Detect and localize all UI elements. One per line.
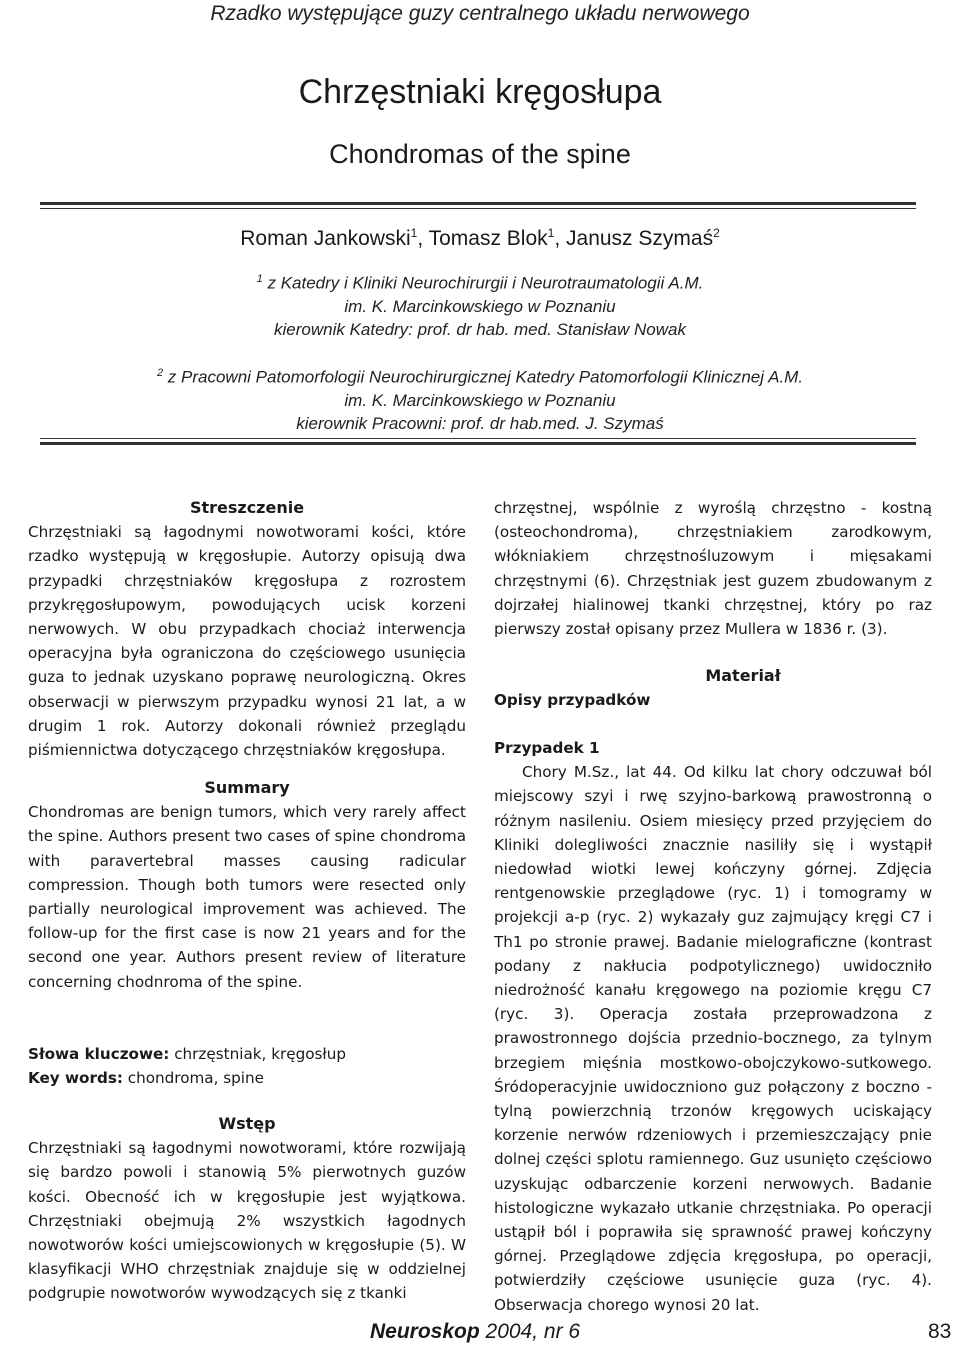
- keywords: [28, 1042, 466, 1090]
- journal-issue: 2004, nr 6: [479, 1320, 581, 1343]
- affiliation-line: kierownik Pracowni: prof. dr hab.med. J. Szymaś: [296, 413, 664, 433]
- authors: [0, 218, 960, 254]
- abstract-pl-heading: Streszczenie: [189, 498, 305, 517]
- divider-mid-thin: [40, 438, 916, 439]
- affiliation-line: kierownik Katedry: prof. dr hab. med. Stanisław Nowak: [274, 319, 686, 339]
- affiliation-line: im. K. Marcinkowskiego w Poznaniu: [344, 390, 616, 410]
- left-column: [28, 496, 466, 762]
- divider-top: [40, 202, 916, 205]
- journal-name: Neuroskop: [370, 1320, 480, 1343]
- divider-mid: [40, 442, 916, 445]
- intro-text-right: chrzęstnej, wspólnie z wyroślą chrzęstno - kostną (osteochondroma), chrzęstniakiem zarodkowym, włókniakiem chrzęstnośluzowym i mięsakami chrzęstnymi (6). Chrzęstniak jest guzem zbudowanym z dojrzałej hialinowej tkanki chrzęstnej, który po raz pierwszy został opisany przez Mullera w 1836 r. (3).: [494, 499, 932, 639]
- journal-citation: [370, 1320, 670, 1344]
- article-title: Chrzęstniaki kręgosłupa: [298, 73, 662, 111]
- author-name: , Tomasz Blok: [417, 227, 548, 250]
- material-section: [494, 664, 932, 712]
- intro-text-left: Chrzęstniaki są łagodnymi nowotworami, które rozwijają się bardzo powoli i stanowią 5% pierwotnych guzów kości. Obecność ich w kręgosłupie jest wyjątkowa. Chrzęstniaki obejmują 2% wszystkich łagodnych nowotworów kości umiejscowionych w kręgosłupie (5). W klasyfikacji WHO chrzęstniak znajduje się w oddzielnej podgrupie nowotworów wywodzących się z tkanki: [28, 1139, 466, 1303]
- affiliation-line: z Katedry i Kliniki Neurochirurgii i Neurotraumatologii A.M.: [267, 273, 704, 293]
- case-1-heading: Przypadek 1: [494, 739, 600, 757]
- page-number: 83: [928, 1320, 952, 1343]
- affiliation-1: [0, 268, 960, 341]
- affiliation-mark: 1: [256, 273, 263, 285]
- abstract-pl-text: Chrzęstniaki są łagodnymi nowotworami kości, które rzadko występują w kręgosłupie. Autorzy opisują dwa przypadki chrzęstniaków kręgosłupa z rozrostem przykręgosłupowym, powodujących ucisk korzeni nerwowych. W obu przypadkach chociaż interwencja operacyjna była ograniczona do częściowego usunięcia guza to jednak uzyskano poprawę neurologiczną. Okres obserwacji w pierwszym przypadku wynosi 21 lat, a w drugim 1 rok. Autorzy dokonali również przeglądu piśmiennictwa dotyczącego chrzęstniaków kręgosłupa.: [28, 523, 466, 760]
- summary-section: [28, 776, 466, 994]
- divider-top-thin: [40, 208, 916, 209]
- author-name: Roman Jankowski: [240, 227, 411, 250]
- abstract-en-text: Chondromas are benign tumors, which very rarely affect the spine. Authors present two cases of spine chondroma with paravertebral masses causing radicular compression. Though both tumors were resected only partially neurological improvement was achieved. The follow-up for the first case is now 21 years and for the second one year. Authors present review of literature concerning chodnroma of the spine.: [28, 803, 466, 991]
- keywords-pl-label: Słowa kluczowe:: [28, 1045, 170, 1063]
- article-subtitle: Chondromas of the spine: [329, 139, 631, 169]
- cases-heading: Opisy przypadków: [494, 691, 651, 710]
- keywords-en-value: chondroma, spine: [122, 1069, 265, 1088]
- intro-heading: Wstęp: [218, 1114, 276, 1133]
- affiliation-line: im. K. Marcinkowskiego w Poznaniu: [344, 296, 616, 316]
- material-heading: Materiał: [705, 666, 781, 685]
- affiliation-line: z Pracowni Patomorfologii Neurochirurgicznej Katedry Patomorfologii Klinicznej A.M.: [167, 367, 804, 387]
- keywords-en-label: Key words:: [28, 1069, 123, 1088]
- author-affiliation-mark: 1: [547, 226, 555, 240]
- keywords-pl-value: chrzęstniak, kręgosłup: [169, 1045, 347, 1063]
- author-affiliation-mark: 2: [713, 226, 720, 240]
- intro-continued: [494, 496, 932, 641]
- author-affiliation-mark: 1: [410, 226, 418, 240]
- case-1-text: Chory M.Sz., lat 44. Od kilku lat chory odczuwał ból miejscowy szyi i rwę szyjno-barkową prawostronną o różnym nasileniu. Osiem miesięcy przed przyjęciem do Kliniki dolegliwości znacznie nasiliły się i wystąpił niedowład wiotki lewej kończyny górnej. Zdjęcia rentgenowskie przeglądowe (ryc. 1) i tomogramy w projekcji a-p (ryc. 2) wykazały guz zajmujący kręgi C7 i Th1 po stronie prawej. Badanie mielograficzne (kontrast podany z nakłucia podpotylicznego) uwidoczniło niedrożność kanału kręgowego na poziomie kręgu C7 (ryc. 3). Operacja została przeprowadzona z prawostronnego dojścia przednio-bocznego, za tylnym brzegiem mięśnia mostkowo-obojczykowo-sutkowego. Śródoperacyjnie uwidoczniono guz połączony z boczno - tylną powierzchnią trzonów kręgowych uciskający korzenie nerwów rdzeniowych i przemieszczający pnie dolnej części splotu ramiennego. Guz usunięto częściowo uzyskując odbarczenie korzeni nerwowych. Badanie histologiczne wykazało utkanie chrzęstniaka. Po operacji ustąpił ból i poprawiła się sprawność prawej kończyny górnej. Przeglądowe zdjęcia kręgosłupa, po operacji, potwierdziły częściowe usunięcie guza (ryc. 4). Obserwacja chorego wynosi 20 lat.: [494, 763, 932, 1314]
- case-1-section: [494, 736, 932, 1317]
- affiliation-2: [0, 362, 960, 435]
- intro-section: [28, 1112, 466, 1306]
- author-name: , Janusz Szymaś: [554, 227, 714, 250]
- affiliation-mark: 2: [156, 367, 164, 379]
- running-head: Rzadko występujące guzy centralnego układu nerwowego: [210, 2, 750, 25]
- abstract-en-heading: Summary: [204, 778, 290, 797]
